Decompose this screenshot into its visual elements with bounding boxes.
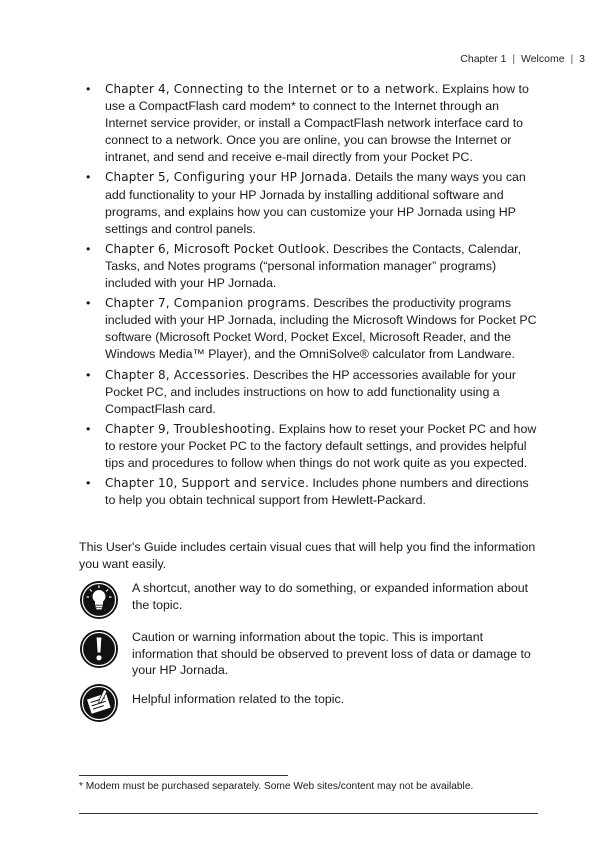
bullet: • — [86, 296, 91, 311]
header-page-number: 3 — [579, 53, 585, 65]
chapter-title: Chapter 4, Connecting to the Internet or to a network. — [105, 82, 439, 96]
chapter-description: Describes the Contacts, Calendar, Tasks, and Notes programs (“personal information manager” programs) included with your HP Jornada. — [105, 241, 522, 291]
chapter-title: Chapter 8, Accessories. — [105, 367, 250, 382]
list-item — [0, 241, 613, 292]
chapter-description: Includes phone numbers and directions to help you obtain technical support from Hewlett-Packard. — [105, 476, 529, 508]
cue-text: Helpful information related to the topic. — [132, 692, 345, 706]
page-header — [460, 53, 585, 65]
bullet: • — [86, 421, 91, 436]
chapter-description: Describes the productivity programs included with your HP Jornada, including the Microsoft Windows for Pocket PC software (Microsoft Pocket Word, Pocket Excel, Microsoft Reader, and the Windows Media™ Player), and the OmniSolve® calculator from Landware. — [105, 296, 537, 362]
header-separator: | — [512, 53, 516, 65]
page-bottom-divider — [79, 813, 538, 814]
bullet: • — [86, 476, 91, 491]
cue-text: Caution or warning information about the topic. This is important information that should be observed to prevent loss of data or damage to your HP Jornada. — [132, 630, 531, 678]
chapter-title: Chapter 7, Companion programs. — [105, 296, 310, 311]
cue-text: A shortcut, another way to do something, or expanded information about the topic. — [132, 581, 529, 612]
bullet: • — [86, 367, 91, 382]
list-item — [0, 475, 613, 509]
bullet: • — [86, 241, 91, 256]
chapter-description: Explains how to reset your Pocket PC and how to restore your Pocket PC to the factory default settings, and provides helpful tips and procedures to follow when things do not work quite as you expected. — [105, 421, 537, 470]
chapter-description: Details the many ways you can add functionality to your HP Jornada by installing additional software and programs, and explains how you can customize your HP Jornada using HP settings and control panels. — [105, 170, 526, 236]
bullet: • — [86, 82, 91, 96]
chapter-title: Chapter 5, Configuring your HP Jornada. — [105, 170, 352, 185]
chapter-title: Chapter 6, Microsoft Pocket Outlook. — [105, 241, 330, 256]
cue-tip — [79, 580, 549, 624]
intro-paragraph: This User's Guide includes certain visual cues that will help you find the information you want easily. — [79, 540, 536, 572]
lightbulb-icon — [79, 580, 119, 620]
footnote: * Modem must be purchased separately. Some Web sites/content may not be available. — [79, 781, 474, 792]
chapter-description: Explains how to use a CompactFlash card modem* to connect to the Internet through an Internet service provider, or install a CompactFlash network interface card to connect to a network. Once you are online, you can browse the Internet or intranet, and send and receive e-mail directly from your Pocket PC. — [105, 82, 529, 165]
notepad-icon — [79, 683, 119, 723]
header-separator-2: | — [570, 53, 574, 65]
header-section: Welcome — [521, 53, 565, 65]
footnote-divider — [79, 775, 288, 776]
chapter-title: Chapter 10, Support and service. — [105, 476, 309, 491]
bullet: • — [86, 170, 91, 185]
cue-caution — [79, 629, 549, 678]
chapter-list — [0, 81, 613, 512]
chapter-title: Chapter 9, Troubleshooting. — [105, 421, 276, 436]
exclamation-icon — [79, 629, 119, 669]
list-item — [0, 295, 613, 363]
list-item — [0, 367, 613, 418]
header-chapter: Chapter 1 — [460, 53, 507, 65]
list-item — [0, 81, 613, 166]
list-item — [0, 421, 613, 472]
cue-note — [79, 683, 549, 727]
list-item — [0, 169, 613, 237]
chapter-description: Describes the HP accessories available for your Pocket PC, and includes instructions on how to add functionality using a CompactFlash card. — [105, 367, 516, 416]
